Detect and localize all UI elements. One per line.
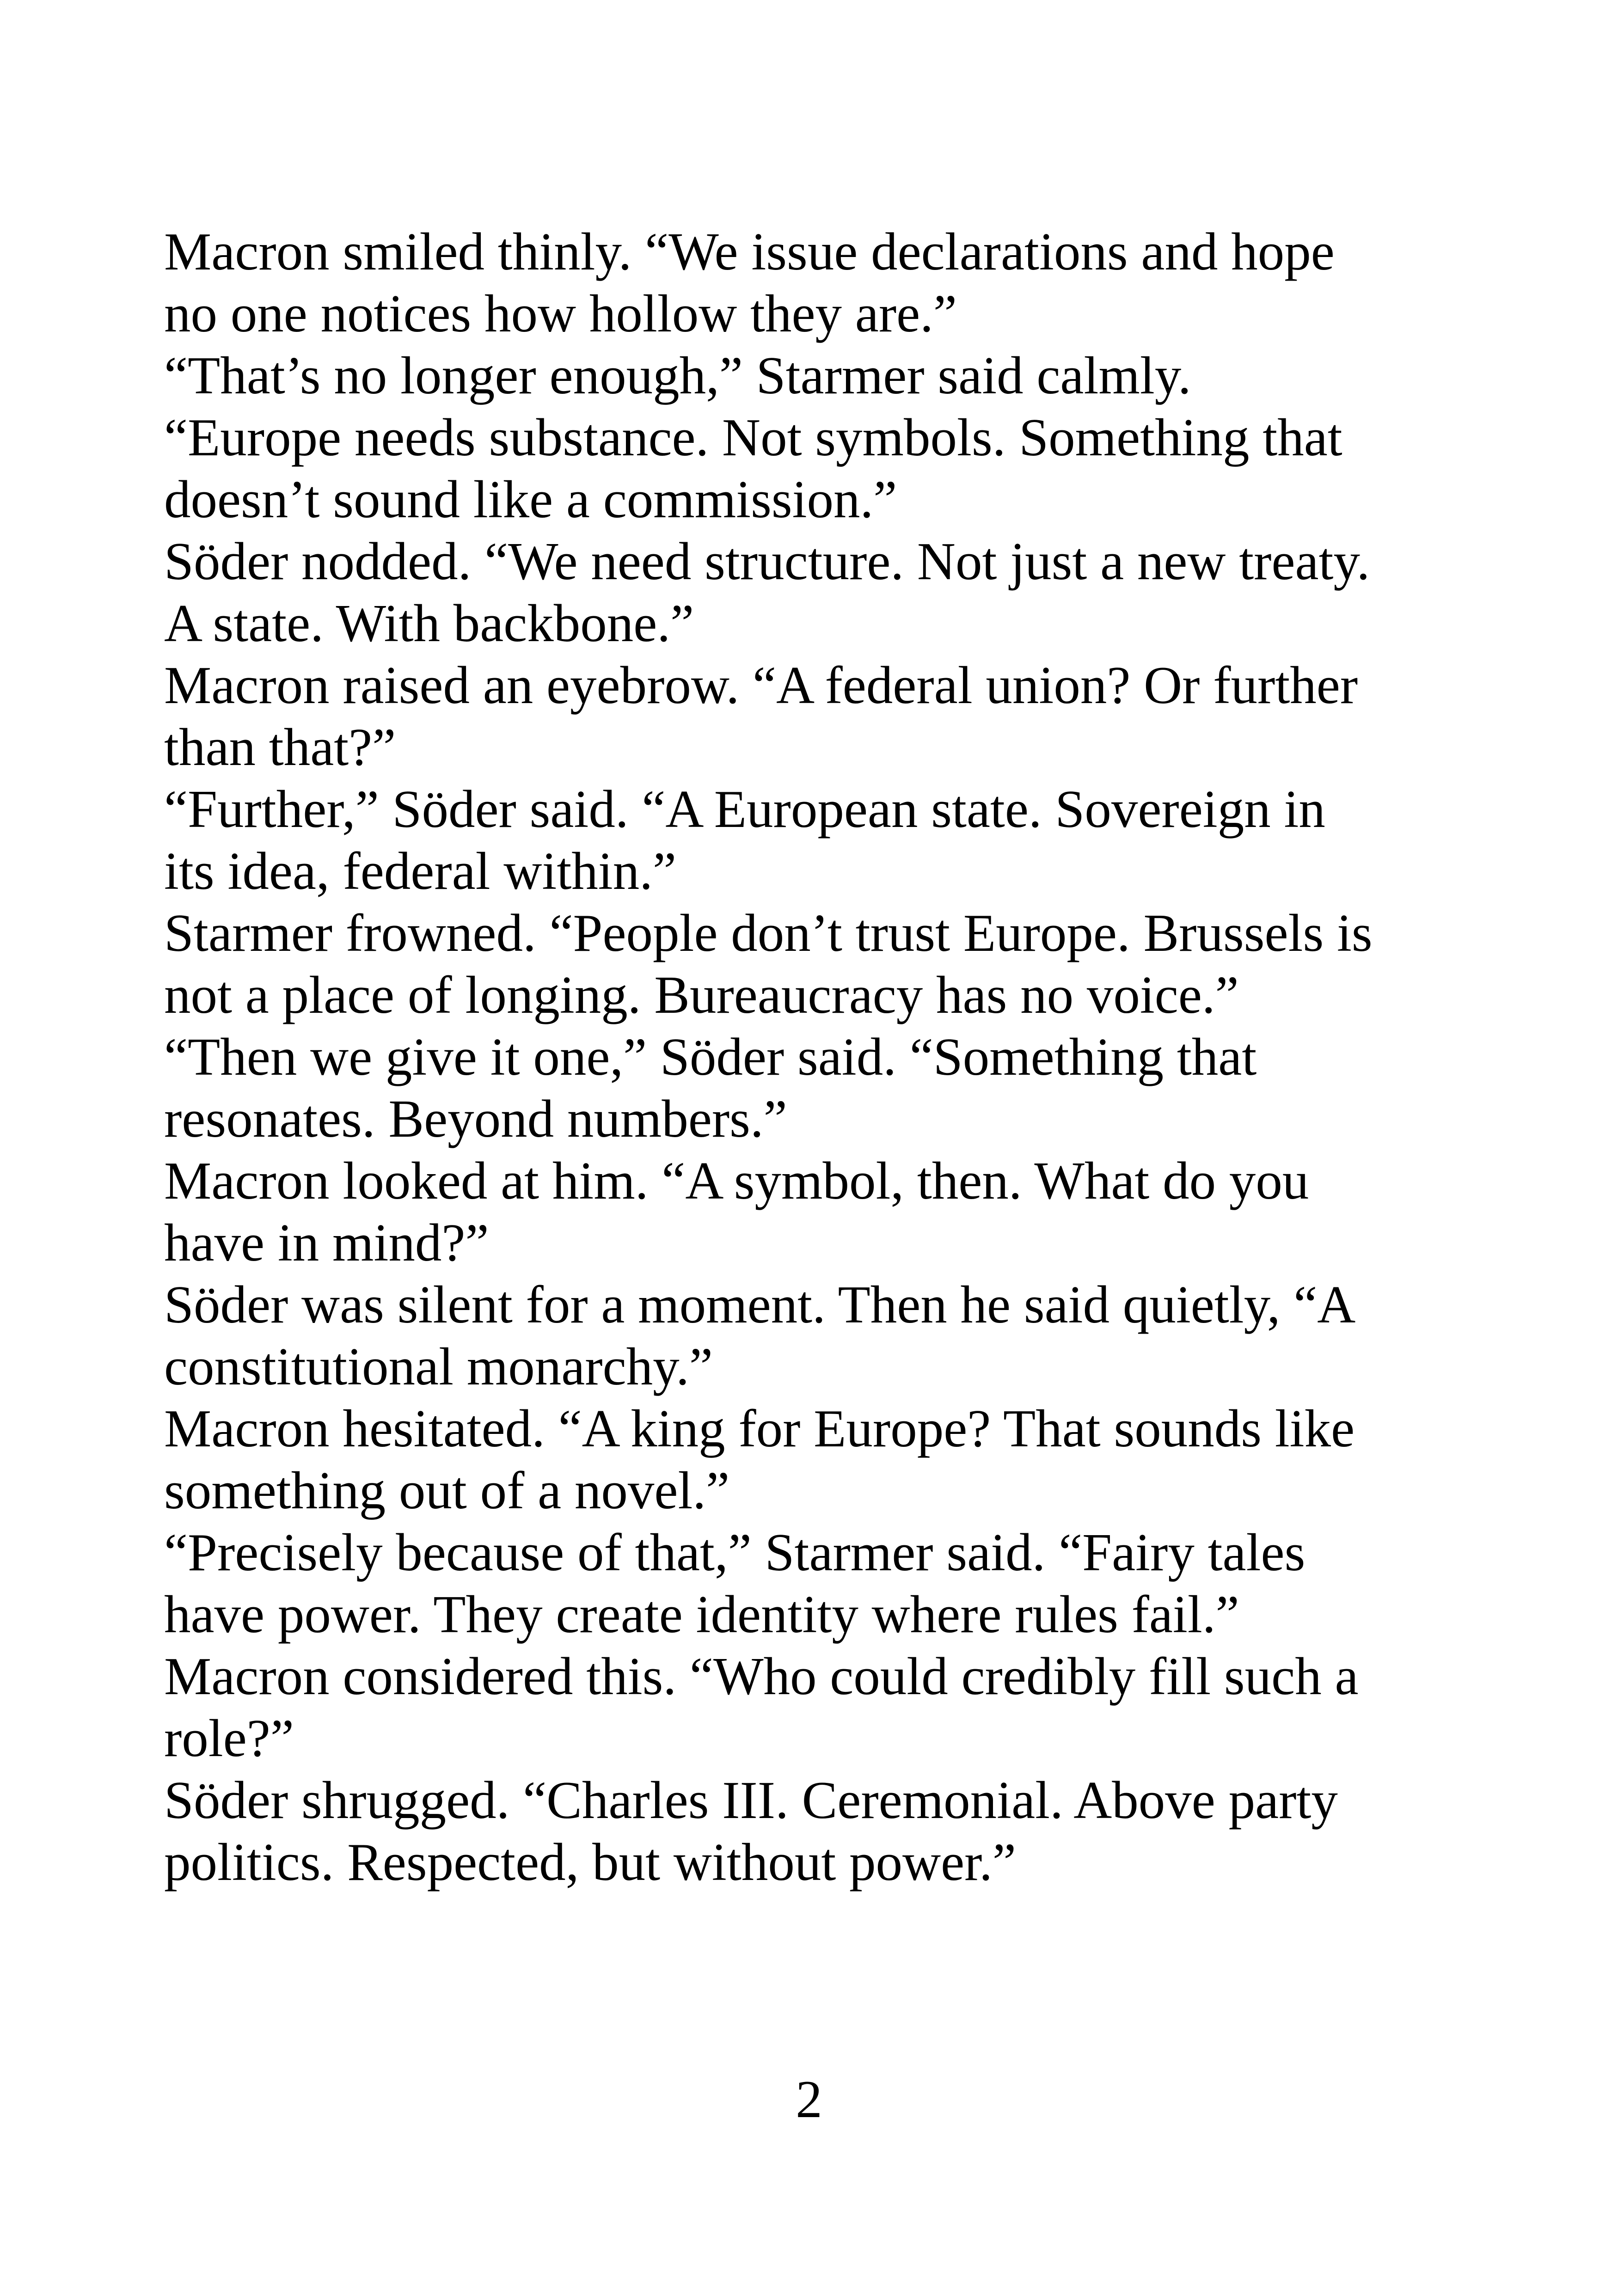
text-line: “Precisely because of that,” Starmer said. “Fairy tales [164, 1523, 1305, 1582]
text-line: “Europe needs substance. Not symbols. Something that [164, 408, 1342, 467]
text-line: have power. They create identity where rules fail.” [164, 1585, 1239, 1644]
text-line: resonates. Beyond numbers.” [164, 1090, 787, 1148]
text-line: role?” [164, 1709, 294, 1768]
text-line: “Further,” Söder said. “A European state. Sovereign in [164, 780, 1325, 839]
text-line: “Then we give it one,” Söder said. “Something that [164, 1028, 1257, 1086]
text-line: have in mind?” [164, 1213, 489, 1272]
text-line: Söder was silent for a moment. Then he said quietly, “A [164, 1275, 1356, 1334]
text-line: politics. Respected, but without power.” [164, 1833, 1016, 1892]
body-text [164, 221, 1459, 1893]
text-line: Macron considered this. “Who could credibly fill such a [164, 1647, 1359, 1706]
text-line: something out of a novel.” [164, 1461, 730, 1520]
text-line: its idea, federal within.” [164, 842, 677, 900]
text-line: Macron raised an eyebrow. “A federal union? Or further [164, 656, 1358, 715]
text-line: Söder nodded. “We need structure. Not just a new treaty. [164, 532, 1370, 591]
text-line: Macron looked at him. “A symbol, then. What do you [164, 1151, 1309, 1210]
text-line: than that?” [164, 718, 396, 777]
text-line: no one notices how hollow they are.” [164, 284, 957, 343]
text-line: doesn’t sound like a commission.” [164, 470, 897, 529]
text-line: not a place of longing. Bureaucracy has no voice.” [164, 966, 1239, 1024]
page-number: 2 [796, 2070, 822, 2129]
text-line: constitutional monarchy.” [164, 1337, 713, 1396]
text-line: Macron smiled thinly. “We issue declarations and hope [164, 222, 1335, 281]
text-line: “That’s no longer enough,” Starmer said calmly. [164, 346, 1191, 405]
text-line: Starmer frowned. “People don’t trust Europe. Brussels is [164, 904, 1373, 962]
text-line: Söder shrugged. “Charles III. Ceremonial. Above party [164, 1771, 1338, 1830]
text-line: A state. With backbone.” [164, 594, 694, 653]
text-line: Macron hesitated. “A king for Europe? That sounds like [164, 1399, 1355, 1458]
